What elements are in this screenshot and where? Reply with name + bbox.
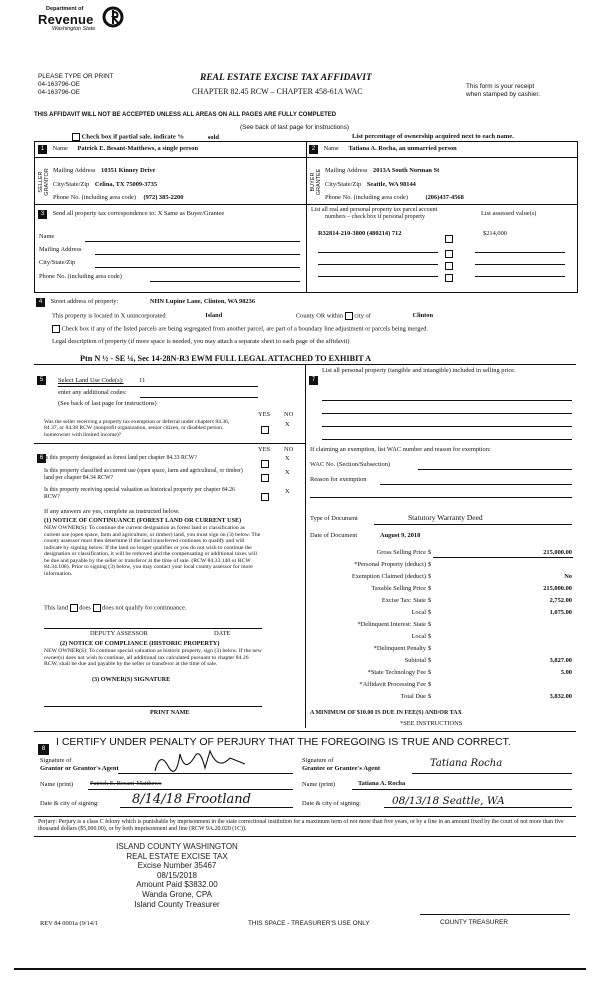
- stamp-line-2: REAL ESTATE EXCISE TAX: [126, 851, 228, 861]
- delinquent-interest-local-label: Local: [411, 633, 426, 640]
- historic-title: (2) NOTICE OF COMPLIANCE (HISTORIC PROPERTY): [60, 640, 220, 647]
- tax-phone-label: Phone No. (including area code): [39, 273, 122, 280]
- dollar-sign: $: [428, 633, 432, 640]
- delinquent-penalty-label: *Delinquent Penalty: [373, 645, 426, 652]
- continuance-title: (1) NOTICE OF CONTINUANCE (FOREST LAND OR CURRENT USE): [44, 517, 242, 524]
- q3-no-answer[interactable]: X: [285, 488, 290, 495]
- deputy-assessor-label: DEPUTY ASSESSOR: [90, 630, 148, 637]
- stamp-line-5: Amount Paid $3832.00: [136, 880, 218, 890]
- owner-signature-line[interactable]: [44, 706, 262, 707]
- buyer-name-row: [309, 145, 457, 154]
- sec6-q2: Is this property classified as current use (open space, farm and agricultural, or timber) land per chapter 84.34 RCW?: [44, 468, 243, 481]
- q1-yes-checkbox[interactable]: [261, 460, 269, 468]
- gross-selling-value[interactable]: 215,000.00: [543, 549, 572, 556]
- buyer-phone[interactable]: (206)437-4568: [425, 194, 464, 201]
- located-label: This property is located in X unincorporated: [52, 312, 166, 320]
- doc-type-label: Type of Document: [310, 515, 358, 522]
- buyer-mail[interactable]: 2013A South Norman St: [373, 167, 440, 174]
- continuance-text: NEW OWNER(S): To continue the current designation as forest land or classification as current use (open space, farm and agriculture, or timber) land, you must sign on (3) below. The county assessor must then determine if the land transferred continues to qualify and will indicate by signing below. If the land no longer qualifies or you do not wish to continue the designation or classification, it will be removed and the compensating or additional taxes will be due and payable by the seller or transferor at the time of sale. (RCW 84.33.140 or RCW 84.34.108). Prior to signing (3) below, you may contact your local county assessor for more information.: [44, 525, 261, 577]
- wac-label: WAC No. (Section/Subsection): [310, 461, 391, 468]
- excise-state-value[interactable]: 2,752.00: [549, 597, 572, 604]
- excise-local-value[interactable]: 1,075.00: [549, 609, 572, 616]
- dollar-sign: $: [428, 621, 432, 628]
- excise-local-label: Local: [411, 609, 426, 616]
- tax-phone-line[interactable]: [150, 281, 300, 282]
- tax-city-line[interactable]: [95, 267, 300, 268]
- treasurer-stamp: [112, 842, 242, 909]
- grantor-sig-label: Signature of: [40, 757, 72, 764]
- dollar-sign: $: [428, 597, 432, 604]
- grantor-name-print-label: Name (print): [40, 781, 74, 788]
- tech-fee-label: *State Technology Fee: [367, 669, 426, 676]
- seller-name[interactable]: Patrick E. Besant-Matthews, a single person: [77, 145, 199, 152]
- if-yes-note: If any answers are yes, complete as instructed below.: [44, 508, 180, 515]
- taxable-selling-value[interactable]: 215,000.00: [543, 585, 572, 592]
- q3-yes-checkbox[interactable]: [261, 493, 269, 501]
- grantee-agent-label: Grantee or Grantee's Agent: [302, 765, 381, 772]
- sec5-question: Was the seller receiving a property tax exemption or deferral under chapters 84.36, 84.37, or 84.38 RCW (nonprofit organization, senior citizen, or disabled person, homeowner with limited income)?: [44, 419, 230, 438]
- property-address-label: Street address of property:: [50, 298, 119, 305]
- tax-mail-label: Mailing Address: [39, 246, 82, 253]
- section-4-badge: 4: [36, 298, 45, 307]
- section-6-badge: 6: [37, 454, 46, 463]
- agency-logo: [38, 6, 148, 40]
- tax-city-label: City/State/Zip: [39, 259, 76, 266]
- party-box: [34, 141, 578, 293]
- section-7-badge: 7: [309, 376, 318, 385]
- parcel-header-2: numbers – check box if personal property: [325, 214, 425, 220]
- section-8-badge: 8: [38, 744, 49, 755]
- stamp-line-1: ISLAND COUNTY WASHINGTON: [116, 842, 238, 851]
- segregated-row: [52, 325, 428, 333]
- doc-code-1: 04-163796-OE: [38, 81, 80, 88]
- sec5-yes: YES: [258, 411, 271, 418]
- receipt-note-1: This form is your receipt: [466, 83, 535, 90]
- partial-sale-label: Check box if partial sale, indicate %: [81, 133, 185, 141]
- doc-date-label: Date of Document: [310, 532, 358, 539]
- grantee-signature[interactable]: Tatiana Rocha: [430, 758, 503, 769]
- doc-date[interactable]: August 9, 2018: [380, 532, 421, 539]
- grantor-name[interactable]: Patrick E. Besant-Matthews: [90, 780, 162, 787]
- see-back-note: (See back of last page for instructions): [240, 124, 350, 131]
- q2-no-answer[interactable]: X: [285, 469, 290, 476]
- stamp-line-3: Excise Number 35467: [137, 861, 217, 871]
- tax-corr-label: Send all property tax correspondence to:: [52, 210, 157, 217]
- dollar-sign: $: [428, 585, 432, 592]
- subtotal-value[interactable]: 3,827.00: [549, 657, 572, 664]
- grantor-agent-label: Grantor or Grantor's Agent: [40, 765, 119, 772]
- tax-lines-2: [310, 669, 576, 705]
- dollar-sign: $: [428, 645, 432, 652]
- section-3-badge: 3: [38, 210, 47, 219]
- doc-type[interactable]: Statutory Warranty Deed: [408, 513, 483, 522]
- exemption-claimed-label: Exemption Claimed (deduct): [351, 573, 426, 580]
- tax-mail-line[interactable]: [95, 254, 300, 255]
- tech-fee-value[interactable]: 5.00: [560, 669, 572, 676]
- seller-phone-label: Phone No. (including area code): [53, 194, 136, 201]
- stamp-line-6: Wanda Grone, CPA: [142, 889, 212, 899]
- dollar-sign: $: [428, 681, 432, 688]
- total-due-label: Total Due: [400, 693, 426, 700]
- warning-text: THIS AFFIDAVIT WILL NOT BE ACCEPTED UNLESS ALL AREAS ON ALL PAGES ARE FULLY COMPLETED: [34, 112, 337, 118]
- city-checkbox[interactable]: [345, 312, 353, 320]
- print-note: PLEASE TYPE OR PRINT: [38, 73, 114, 80]
- property-address[interactable]: NHN Lupine Lane, Clinton, WA 98236: [149, 298, 256, 305]
- excise-state-label: Excise Tax: State: [381, 597, 426, 604]
- gross-selling-label: Gross Selling Price: [376, 549, 426, 556]
- tax-lines: [310, 549, 576, 669]
- partial-sale: [72, 133, 219, 141]
- section-1-badge: 1: [38, 145, 47, 154]
- city-of-label: city of: [354, 312, 371, 320]
- dollar-sign: $: [428, 657, 432, 664]
- does-not-checkbox[interactable]: [93, 604, 101, 612]
- buyer-side-label: BUYER GRANTEE: [310, 168, 322, 196]
- sec5-yes-checkbox[interactable]: [261, 426, 269, 434]
- stamp-line-7: Island County Treasurer: [134, 899, 220, 909]
- additional-codes-line[interactable]: [140, 397, 258, 398]
- minimum-note: A MINIMUM OF $10.00 IS DUE IN FEE(S) AND/OR TAX: [310, 710, 462, 716]
- dollar-sign: $: [428, 561, 432, 568]
- segregated-checkbox[interactable]: [52, 325, 60, 333]
- grantee-name-print-label: Name (print): [302, 781, 336, 788]
- treasurer-space-note: THIS SPACE - TREASURER'S USE ONLY: [248, 920, 370, 927]
- form-title: REAL ESTATE EXCISE TAX AFFIDAVIT: [200, 73, 372, 83]
- revenue-logo-icon: [102, 6, 124, 28]
- agency-line1: Department of: [46, 6, 84, 12]
- perjury-notice: Perjury: Perjury is a class C felony which is punishable by imprisonment in the state correctional institution for a maximum term of not more than five years, or by a fine in an amount fixed by the court of not more than five thousand dollars ($5,000.00), or by both imprisonment and fine (RCW 9A.20.020 (1C)).: [38, 819, 564, 832]
- land-use-label: Select Land Use Code(s):: [58, 377, 124, 384]
- exemption-reason-label: Reason for exemption: [310, 476, 367, 483]
- seller-city-label: City/State/Zip: [53, 181, 90, 188]
- parcel-number[interactable]: R32814-210-3800 (480214) 712: [318, 230, 402, 237]
- seller-phone[interactable]: (972) 385-2200: [143, 194, 184, 201]
- q1-no-answer[interactable]: X: [285, 455, 290, 462]
- additional-codes-label: enter any additional codes:: [58, 389, 127, 396]
- tax-corr-choice[interactable]: X Same as Buyer/Grantee: [157, 210, 225, 217]
- buyer-city[interactable]: Seattle, WA 98144: [366, 181, 416, 188]
- property-address-row: [36, 298, 255, 307]
- assessed-value[interactable]: $214,000: [483, 230, 507, 237]
- does-checkbox[interactable]: [70, 604, 78, 612]
- section-5-badge: 5: [37, 376, 46, 385]
- historic-text: NEW OWNER(S): To continue special valuation as historic property, sign (3) below. If the new owner(s) does not wish to continue, all additional tax calculated pursuant to chapter 84.26 RCW, shall be due and payable by the seller or transferor at the time of sale.: [44, 648, 262, 668]
- tax-corr-row: [38, 210, 224, 219]
- grantee-date-label: Date & city of signing:: [302, 800, 361, 807]
- sec6-q3: Is this property receiving special valuation as historical property per chapter 84.26 RCW?: [44, 487, 235, 500]
- agency-line2: Revenue: [38, 12, 94, 27]
- sec6-yes: YES: [258, 446, 271, 453]
- total-due-value[interactable]: 3,832.00: [549, 693, 572, 700]
- county-name[interactable]: Island: [205, 312, 223, 320]
- form-chapter: CHAPTER 82.45 RCW – CHAPTER 458-61A WAC: [192, 87, 363, 96]
- tax-name-line[interactable]: [85, 241, 300, 242]
- owner-signature-label: (3) OWNER(S) SIGNATURE: [92, 676, 171, 683]
- exemption-label: If claiming an exemption, list WAC number and reason for exemption:: [310, 446, 491, 453]
- parcel-header-1: List all real and personal property tax parcel account: [311, 207, 438, 213]
- form-revision: REV 84 0001a (9/14/1: [40, 920, 98, 927]
- deputy-date-label: DATE: [214, 630, 231, 637]
- segregated-label: Check box if any of the listed parcels are being segregated from another parcel, are part of a boundary line adjustment or parcels being merged.: [61, 325, 429, 333]
- dollar-sign: $: [428, 573, 432, 580]
- seller-mail[interactable]: 10351 Kinney Drive: [101, 167, 156, 174]
- wac-line[interactable]: [418, 469, 572, 470]
- agency-line3: Washington State: [52, 26, 96, 32]
- legal-label: Legal description of property (if more space is needed, you may attach a separate sheet to each page of the affidavit): [52, 338, 350, 345]
- dollar-sign: $: [428, 549, 432, 556]
- property-located-row: [52, 312, 433, 320]
- grantee-signature-line[interactable]: [412, 773, 572, 774]
- this-land-label: This land: [44, 604, 68, 612]
- exemption-reason-line[interactable]: [380, 484, 572, 485]
- seller-name-row: [38, 145, 198, 154]
- personal-property-label: List all personal property (tangible and intangible) included in selling price.: [322, 367, 516, 374]
- legal-description[interactable]: Ptn N ½ - SE ¼, Sec 14-28N-R3 EWM FULL LEGAL ATTACHED TO EXHIBIT A: [80, 354, 372, 363]
- buyer-mail-label: Mailing Address: [325, 167, 368, 174]
- buyer-name[interactable]: Tatiana A. Rocha, an unmarried person: [348, 145, 457, 152]
- does-not-label: does not qualify for continuance.: [102, 604, 187, 612]
- sec5-no-answer[interactable]: X: [285, 421, 290, 428]
- dollar-sign: $: [428, 669, 432, 676]
- personal-property-deduct-label: *Personal Property (deduct): [354, 561, 426, 568]
- receipt-note-2: when stamped by cashier.: [466, 91, 540, 98]
- parcel-checkbox-4[interactable]: [445, 274, 453, 282]
- seller-side-label: SELLER GRANTOR: [38, 168, 50, 196]
- ownership-note: List percentage of ownership acquired next to each name.: [352, 133, 514, 140]
- does-label: does: [79, 604, 91, 612]
- print-name-label: PRINT NAME: [150, 709, 190, 716]
- county-or-label: County OR within: [295, 312, 344, 320]
- city-name[interactable]: Clinton: [412, 312, 434, 320]
- stamp-line-4: 08/15/2018: [156, 870, 198, 880]
- deputy-assessor-line[interactable]: [44, 628, 262, 629]
- grantee-date-city[interactable]: 08/13/18 Seattle, WA: [392, 795, 505, 807]
- land-use-row: [58, 377, 145, 384]
- grantor-date-city[interactable]: 8/14/18 Frootland: [132, 792, 251, 807]
- tax-name-label: Name: [39, 233, 55, 240]
- exemption-claimed-value[interactable]: No: [564, 573, 572, 580]
- processing-fee-label: *Affidavit Processing Fee: [359, 681, 426, 688]
- buyer-name-label: Name: [323, 145, 339, 152]
- delinquent-interest-state-label: *Delinquent Interest: State: [357, 621, 426, 628]
- doc-code-2: 04-163796-OE: [38, 89, 80, 96]
- qualify-row: [44, 604, 186, 612]
- dollar-sign: $: [428, 609, 432, 616]
- buyer-city-label: City/State/Zip: [325, 181, 362, 188]
- certify-statement: I CERTIFY UNDER PENALTY OF PERJURY THAT THE FOREGOING IS TRUE AND CORRECT.: [56, 736, 511, 748]
- county-treasurer-label: COUNTY TREASURER: [440, 919, 508, 926]
- q2-yes-checkbox[interactable]: [261, 474, 269, 482]
- sec5-no: NO: [284, 411, 294, 418]
- subtotal-label: Subtotal: [404, 657, 426, 664]
- assessed-header: List assessed value(s): [481, 210, 537, 217]
- sold-label: sold: [207, 133, 220, 141]
- sec6-q1: Is this property designated as forest land per chapter 84.33 RCW?: [44, 455, 197, 461]
- section-2-badge: 2: [309, 145, 318, 154]
- grantor-date-label: Date & city of signing:: [40, 800, 99, 807]
- partial-sale-checkbox[interactable]: [72, 133, 80, 141]
- sec6-no: NO: [284, 446, 294, 453]
- see-instructions: *SEE INSTRUCTIONS: [400, 720, 463, 727]
- sec5-see-back: (See back of last page for instructions): [58, 400, 157, 407]
- seller-mail-label: Mailing Address: [53, 167, 96, 174]
- dollar-sign: $: [428, 693, 432, 700]
- land-use-code[interactable]: 11: [139, 377, 146, 384]
- grantor-signature-icon: [150, 746, 260, 776]
- seller-city[interactable]: Celina, TX 75009-3735: [94, 181, 158, 188]
- buyer-phone-label: Phone No. (including area code): [325, 194, 408, 201]
- taxable-selling-label: Taxable Selling Price: [371, 585, 426, 592]
- grantee-name[interactable]: Tatiana A. Rocha: [358, 780, 406, 787]
- seller-name-label: Name: [52, 145, 68, 152]
- grantee-sig-label: Signature of: [302, 757, 334, 764]
